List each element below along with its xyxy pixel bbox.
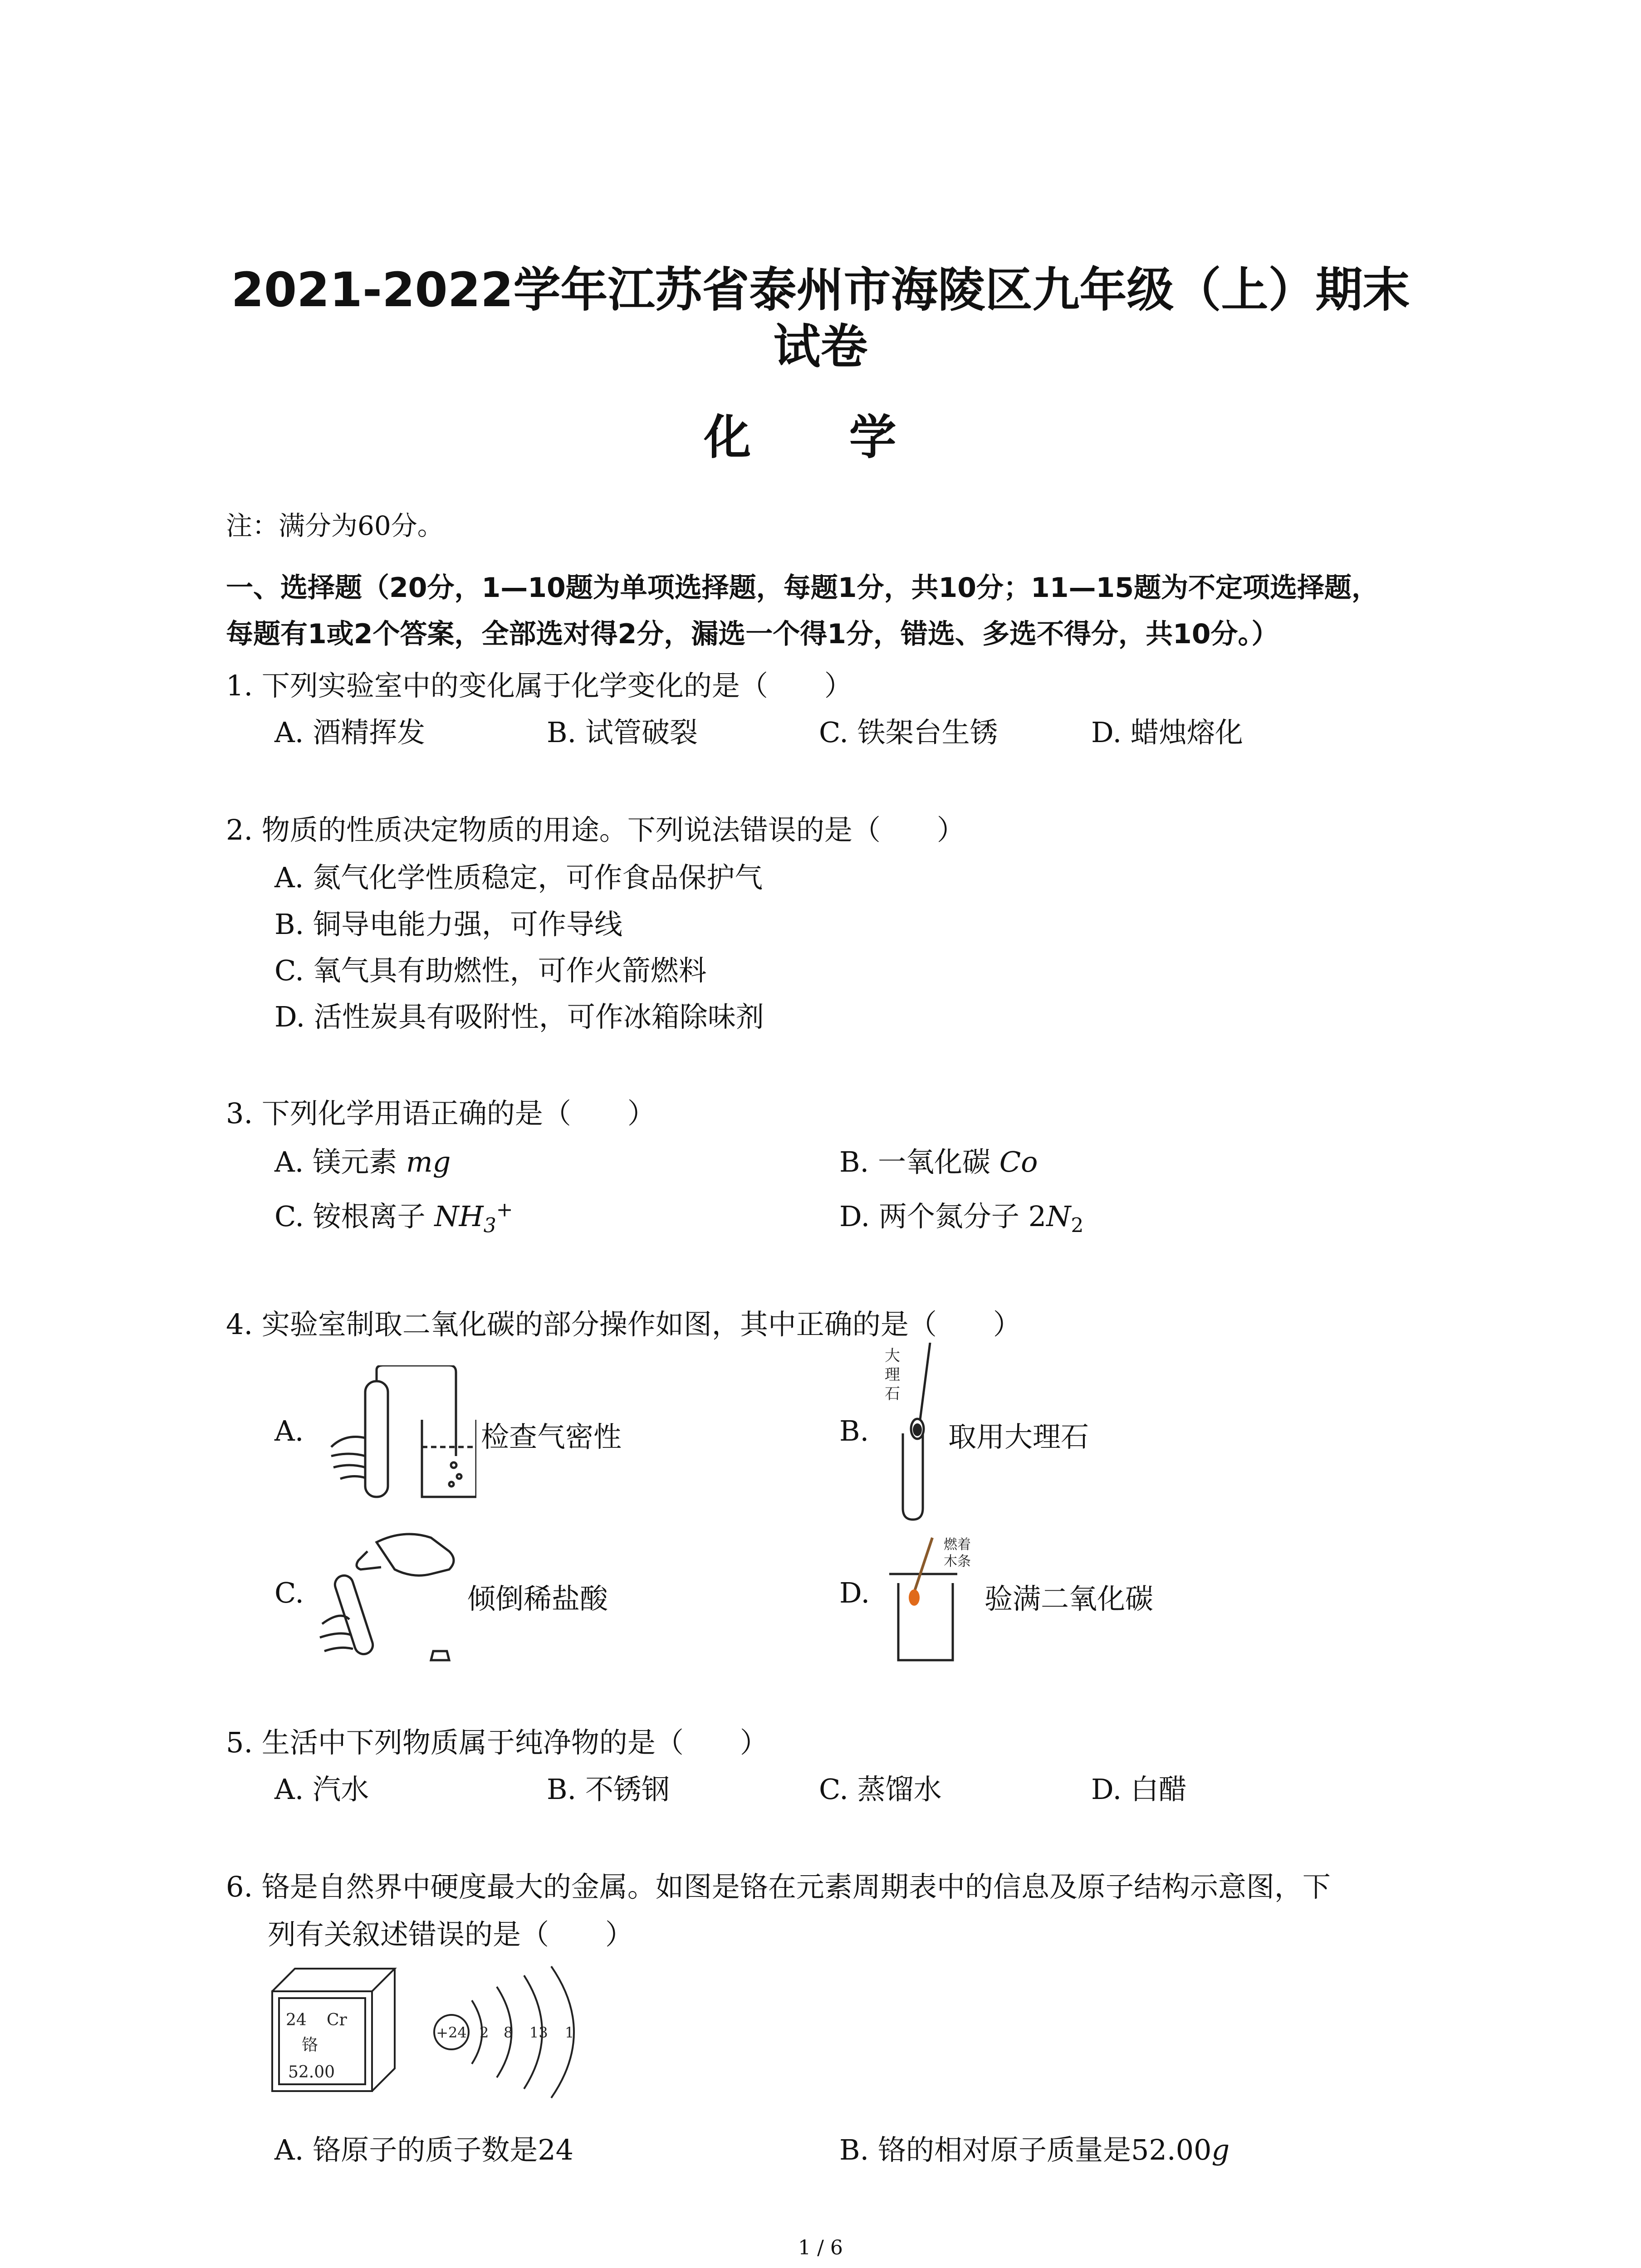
question-6-option-a: A. 铬原子的质子数是24 (274, 2133, 574, 2166)
page-number: 1 / 6 (798, 2236, 843, 2259)
figure-d-label-2: 木条 (944, 1554, 971, 1569)
question-5-option-a: A. 汽水 (274, 1773, 369, 1806)
option-c-formula: NH (434, 1200, 484, 1233)
question-6-stem-line-2: 列有关叙述错误的是（ ） (268, 1918, 634, 1951)
question-3-option-b (839, 1139, 1038, 1180)
shell-3-electrons: 13 (529, 2024, 548, 2041)
shell-4-electrons: 1 (565, 2024, 574, 2041)
section-heading-line-1: 一、选择题（20分，1—10题为单项选择题，每题1分，共10分；11—15题为不定项选择题， (226, 572, 1379, 604)
question-5-option-b: B. 不锈钢 (547, 1773, 670, 1806)
question-3-option-c (274, 1194, 513, 1237)
figure-b-label-3: 石 (885, 1385, 900, 1403)
subject-heading: 化 学 (704, 410, 937, 465)
question-4-option-a-text: 检查气密性 (481, 1420, 622, 1453)
question-4-option-d-text: 验满二氧化碳 (985, 1582, 1154, 1615)
airtightness-check-figure (313, 1365, 476, 1506)
question-1-option-a: A. 酒精挥发 (274, 716, 426, 749)
question-4-stem: 4. 实验室制取二氧化碳的部分操作如图，其中正确的是（ ） (226, 1308, 1021, 1341)
element-cell-figure (268, 1964, 399, 2096)
question-3-stem: 3. 下列化学用语正确的是（ ） (226, 1097, 656, 1130)
question-5-option-d: D. 白醋 (1091, 1773, 1187, 1806)
question-4-option-c-text: 倾倒稀盐酸 (467, 1582, 608, 1615)
co2-full-check-figure (889, 1529, 989, 1665)
question-1-option-c: C. 铁架台生锈 (819, 716, 998, 749)
question-2-option-d: D. 活性炭具有吸附性，可作冰箱除味剂 (274, 1000, 764, 1033)
option-c-subscript: 3 (483, 1214, 496, 1237)
marble-spoon-figure (885, 1343, 957, 1524)
score-note: 注：满分为60分。 (226, 510, 444, 541)
question-1-stem: 1. 下列实验室中的变化属于化学变化的是（ ） (226, 669, 852, 702)
shell-2-electrons: 8 (504, 2024, 513, 2041)
option-d-subscript: 2 (1071, 1214, 1084, 1237)
option-b-unit: g (1211, 2133, 1230, 2166)
section-heading-line-2: 每题有1或2个答案，全部选对得2分，漏选一个得1分，错选、多选不得分，共10分。） (226, 618, 1279, 650)
option-c-superscript: + (496, 1198, 513, 1222)
question-4-option-b-letter: B. (839, 1414, 869, 1447)
acid-pouring-figure (313, 1524, 476, 1669)
question-3-option-a (274, 1139, 451, 1180)
question-1-option-b: B. 试管破裂 (547, 716, 698, 749)
question-2-option-c: C. 氧气具有助燃性，可作火箭燃料 (274, 954, 707, 987)
element-atomic-mass: 52.00 (288, 2063, 335, 2082)
question-5-stem: 5. 生活中下列物质属于纯净物的是（ ） (226, 1726, 768, 1759)
shell-1-electrons: 2 (480, 2024, 489, 2041)
question-6-stem-line-1: 6. 铬是自然界中硬度最大的金属。如图是铬在元素周期表中的信息及原子结构示意图，下 (226, 1870, 1331, 1903)
figure-d-label-1: 燃着 (944, 1537, 971, 1553)
question-1-option-d: D. 蜡烛熔化 (1091, 716, 1243, 749)
element-atomic-number: 24 (286, 2011, 307, 2029)
question-4-option-b-text: 取用大理石 (948, 1420, 1089, 1453)
title-line-1: 2021-2022学年江苏省泰州市海陵区九年级（上）期末 (231, 262, 1410, 318)
element-name: 铬 (302, 2036, 318, 2054)
question-2-option-b: B. 铜导电能力强，可作导线 (274, 908, 622, 941)
element-symbol: Cr (327, 2011, 347, 2029)
option-d-formula: N (1046, 1200, 1071, 1233)
option-d-label: D. 两个氮分子 (839, 1200, 1029, 1233)
question-4-option-a-letter: A. (274, 1414, 304, 1447)
option-b-label: B. 一氧化碳 (839, 1145, 999, 1178)
nucleus-charge: +24 (436, 2024, 467, 2041)
atomic-structure-figure (429, 1964, 601, 2100)
question-3-option-d (839, 1194, 1083, 1237)
question-4-option-c-letter: C. (274, 1576, 304, 1609)
option-d-coefficient: 2 (1028, 1200, 1047, 1233)
question-2-option-a: A. 氮气化学性质稳定，可作食品保护气 (274, 861, 763, 894)
option-c-label: C. 铵根离子 (274, 1200, 435, 1233)
option-a-formula: mg (406, 1145, 451, 1178)
question-2-stem: 2. 物质的性质决定物质的用途。下列说法错误的是（ ） (226, 813, 965, 846)
option-a-label: A. 镁元素 (274, 1145, 406, 1178)
question-6-option-b (839, 2127, 1230, 2168)
figure-b-label-2: 理 (885, 1366, 900, 1384)
title-line-2: 试卷 (773, 319, 868, 374)
option-b-formula: Co (999, 1145, 1038, 1178)
question-4-option-d-letter: D. (839, 1576, 870, 1609)
option-b-text: B. 铬的相对原子质量是52.00 (839, 2133, 1212, 2166)
figure-b-label-1: 大 (885, 1347, 900, 1365)
question-5-option-c: C. 蒸馏水 (819, 1773, 942, 1806)
